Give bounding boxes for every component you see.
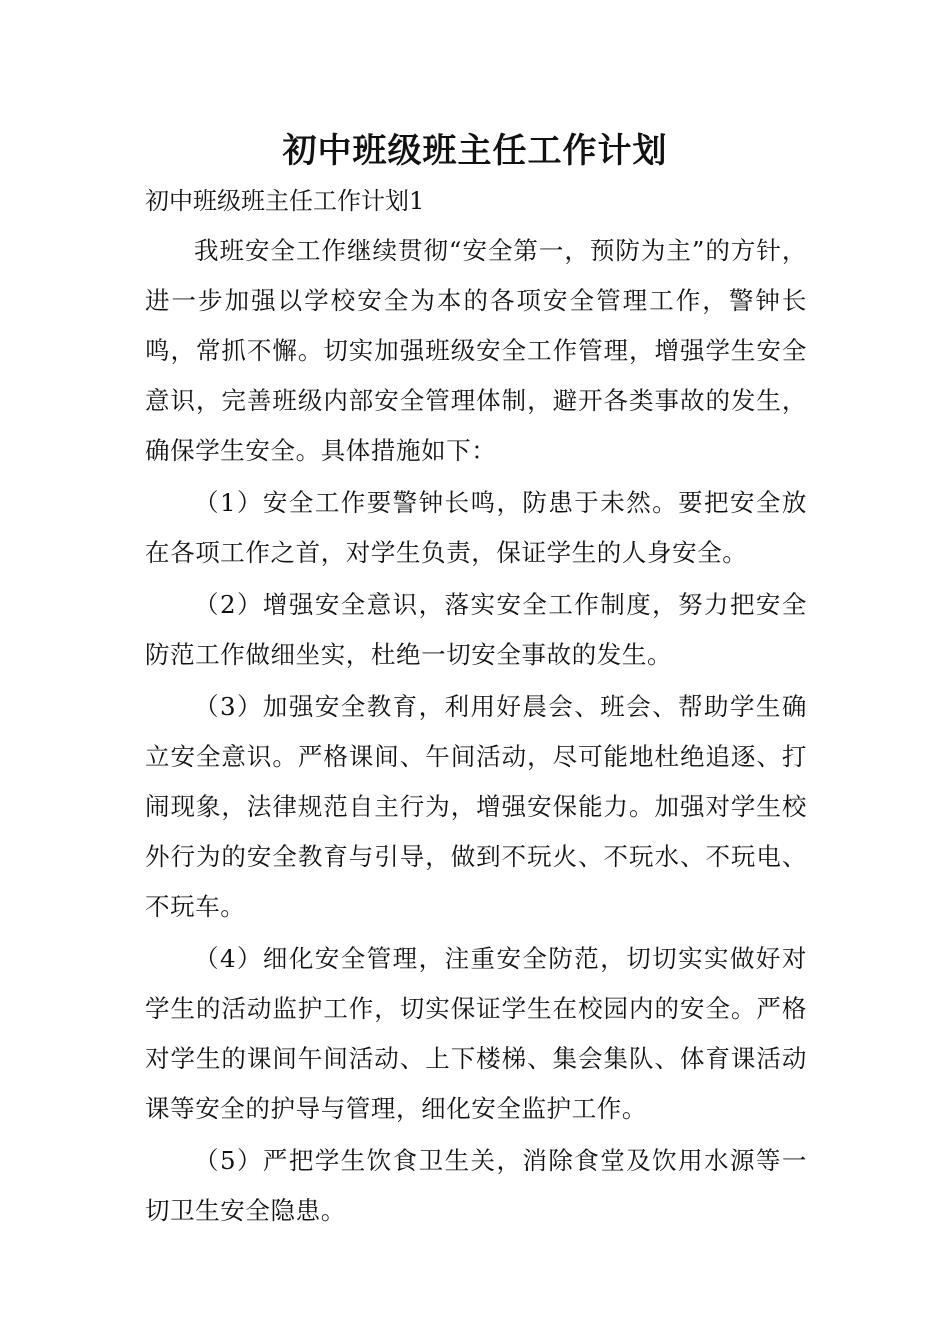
section-heading: 初中班级班主任工作计划1 (145, 187, 425, 215)
document-body (145, 226, 807, 1238)
paragraph-item-1: （1）安全工作要警钟长鸣，防患于未然。要把安全放在各项工作之首，对学生负责，保证学生的人身安全。 (145, 488, 807, 567)
page-title: 初中班级班主任工作计划 (282, 131, 668, 171)
paragraph-item-3: （3）加强安全教育，利用好晨会、班会、帮助学生确立安全意识。严格课间、午间活动，尽可能地杜绝追逐、打闹现象，法律规范自主行为，增强安保能力。加强对学生校外行为的安全教育与引导，做到不玩火、不玩水、不玩电、不玩车。 (145, 692, 807, 921)
paragraph-item-4: （4）细化安全管理，注重安全防范，切切实实做好对学生的活动监护工作，切实保证学生在校园内的安全。严格对学生的课间午间活动、上下楼梯、集会集队、体育课活动课等安全的护导与管理，细化安全监护工作。 (145, 944, 807, 1123)
paragraph-item-5: （5）严把学生饮食卫生关，消除食堂及饮用水源等一切卫生安全隐患。 (145, 1146, 807, 1225)
paragraph-item-2: （2）增强安全意识，落实安全工作制度，努力把安全防范工作做细坐实，杜绝一切安全事故的发生。 (145, 590, 807, 669)
paragraph-intro: 我班安全工作继续贯彻“安全第一，预防为主”的方针，进一步加强以学校安全为本的各项安全管理工作，警钟长鸣，常抓不懈。切实加强班级安全工作管理，增强学生安全意识，完善班级内部安全管理体制，避开各类事故的发生，确保学生安全。具体措施如下： (145, 236, 807, 465)
